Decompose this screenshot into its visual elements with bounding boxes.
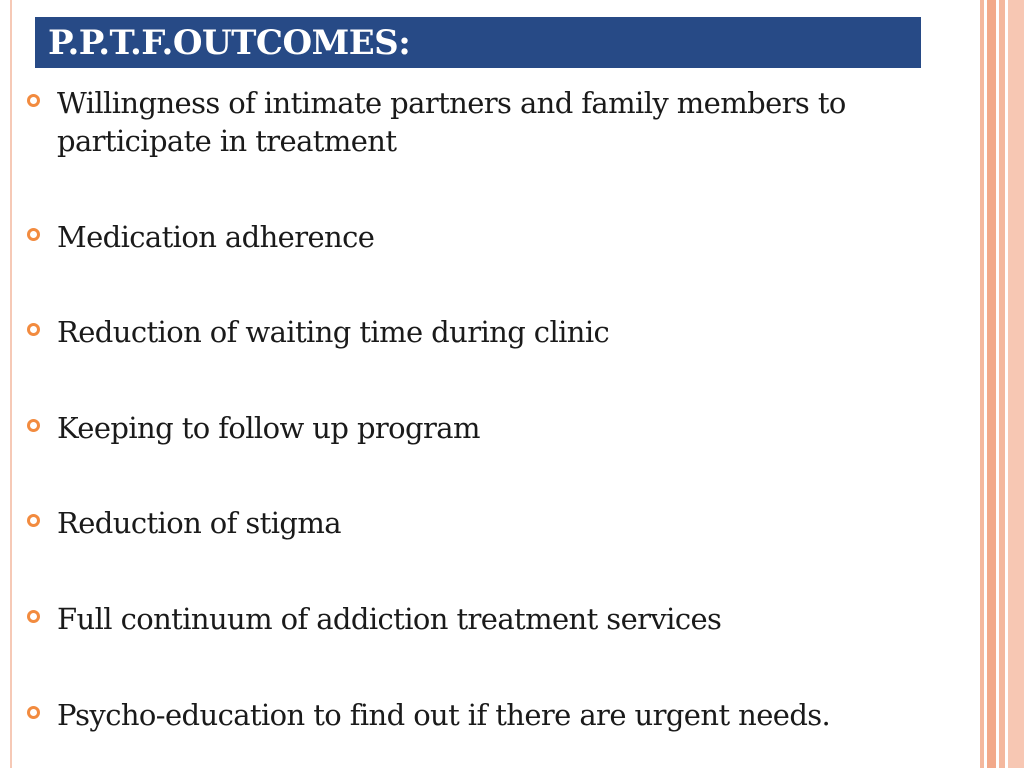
- bullet-item: [27, 600, 957, 638]
- hollow-circle-bullet-icon: [27, 610, 40, 623]
- bullet-text: Willingness of intimate partners and family members to participate in treatment: [57, 86, 846, 158]
- bullet-item: [27, 218, 957, 256]
- bullet-item: [27, 504, 957, 542]
- hollow-circle-bullet-icon: [27, 514, 40, 527]
- hollow-circle-bullet-icon: [27, 323, 40, 336]
- bullet-item: [27, 84, 957, 160]
- bullet-item: [27, 409, 957, 447]
- bullet-text: Psycho-education to find out if there are urgent needs.: [57, 698, 831, 732]
- bullet-item: [27, 696, 957, 734]
- hollow-circle-bullet-icon: [27, 706, 40, 719]
- bullet-item: [27, 313, 957, 351]
- hollow-circle-bullet-icon: [27, 419, 40, 432]
- bullet-text: Keeping to follow up program: [57, 411, 480, 445]
- bullet-text: Medication adherence: [57, 220, 375, 254]
- bullet-text: Reduction of stigma: [57, 506, 341, 540]
- slide-title: P.P.T.F.OUTCOMES:: [48, 22, 411, 63]
- bullet-text: Reduction of waiting time during clinic: [57, 315, 610, 349]
- hollow-circle-bullet-icon: [27, 228, 40, 241]
- bullet-text: Full continuum of addiction treatment services: [57, 602, 722, 636]
- hollow-circle-bullet-icon: [27, 94, 40, 107]
